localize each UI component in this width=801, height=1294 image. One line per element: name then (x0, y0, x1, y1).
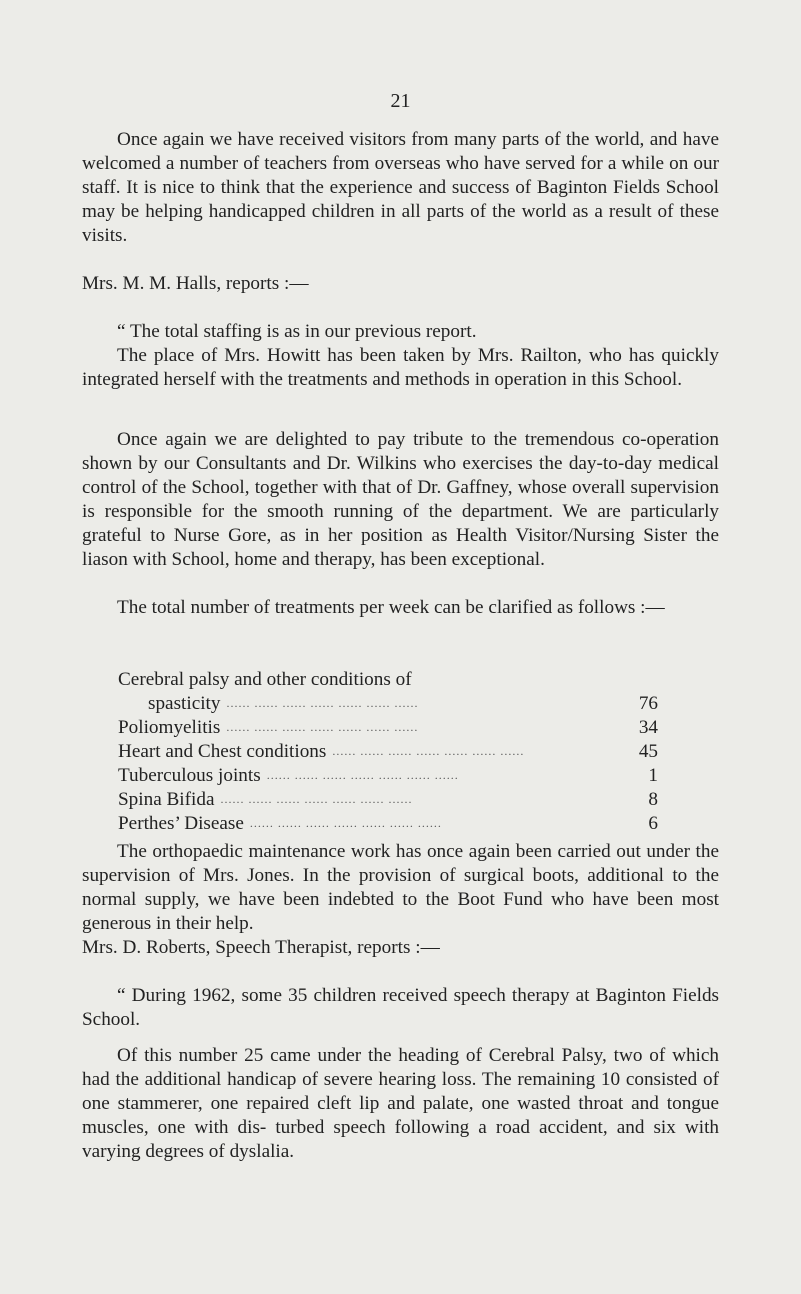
treatment-count: 76 (638, 693, 658, 714)
leader-dots: ...... ...... ...... ...... ...... ...... ...... (220, 792, 413, 806)
treatment-row (118, 716, 658, 740)
treatments-table (118, 668, 658, 836)
treatment-label: Perthes’ Disease (118, 813, 244, 834)
treatment-count: 45 (638, 741, 658, 762)
paragraph-treatments-intro: The total number of treatments per week can be clarified as follows :— (117, 597, 665, 618)
treatment-count: 34 (638, 717, 658, 738)
paragraph-speech-therapy: “ During 1962, some 35 children received speech therapy at Baginton Fields School. (82, 985, 719, 1030)
paragraph-staffing: “ The total staffing is as in our previous report. (117, 321, 477, 342)
leader-dots: ...... ...... ...... ...... ...... ...... ...... (332, 744, 525, 758)
paragraph-halls-report-intro: Mrs. M. M. Halls, reports :— (82, 273, 309, 294)
treatment-count: 6 (648, 813, 658, 834)
treatment-count: 8 (648, 789, 658, 810)
leader-dots: ...... ...... ...... ...... ...... ...... ...... (226, 720, 419, 734)
treatment-row (118, 788, 658, 812)
paragraph-railton: The place of Mrs. Howitt has been taken by Mrs. Railton, who has quickly integrated herself with the treatments and methods in operation in this School. (82, 345, 719, 390)
treatment-count: 1 (648, 765, 658, 786)
treatment-label: spasticity (148, 693, 221, 714)
leader-dots: ...... ...... ...... ...... ...... ...... ...... (226, 696, 419, 710)
paragraph-visitors: Once again we have received visitors from many parts of the world, and have welcomed a number of teachers from overseas who have served for a while on our staff. It is nice to think that the experience and success of Baginton Fields School may be helping handicapped children in all parts of the world as a result of these visits. (82, 129, 719, 246)
paragraph-cerebral-palsy-cases: Of this number 25 came under the heading of Cerebral Palsy, two of which had the additional handicap of severe hearing loss. The remaining 10 consisted of one stammerer, one repaired cleft lip and palate, one wasted throat and tongue muscles, one with dis- turbed speech following a road accident, and six with varying degrees of dyslalia. (82, 1045, 719, 1162)
treatment-row (118, 812, 658, 836)
paragraph-roberts-report-intro: Mrs. D. Roberts, Speech Therapist, reports :— (82, 937, 440, 958)
treatments-heading: Cerebral palsy and other conditions of (118, 669, 412, 690)
page-number: 21 (390, 90, 411, 112)
treatment-row (118, 764, 658, 788)
treatment-label: Tuberculous joints (118, 765, 261, 786)
treatment-row (118, 740, 658, 764)
leader-dots: ...... ...... ...... ...... ...... ...... ...... (266, 768, 459, 782)
treatment-label: Heart and Chest conditions (118, 741, 327, 762)
treatment-row (118, 692, 658, 716)
paragraph-cooperation: Once again we are delighted to pay tribute to the tremendous co-operation shown by our Consultants and Dr. Wilkins who exercises the day-to-day medical control of the School, together with that of Dr. Gaffney, whose overall supervision is responsible for the smooth running of the department. We are particularly grateful to Nurse Gore, as in her position as Health Visitor/Nursing Sister the liason with School, home and therapy, has been exceptional. (82, 429, 719, 570)
leader-dots: ...... ...... ...... ...... ...... ...... ...... (249, 816, 442, 830)
paragraph-orthopaedic: The orthopaedic maintenance work has once again been carried out under the supervision of Mrs. Jones. In the provision of surgical boots, additional to the normal supply, we have been indebted to the Boot Fund who have been most generous in their help. (82, 841, 719, 934)
treatment-label: Poliomyelitis (118, 717, 221, 738)
treatment-label: Spina Bifida (118, 789, 215, 810)
